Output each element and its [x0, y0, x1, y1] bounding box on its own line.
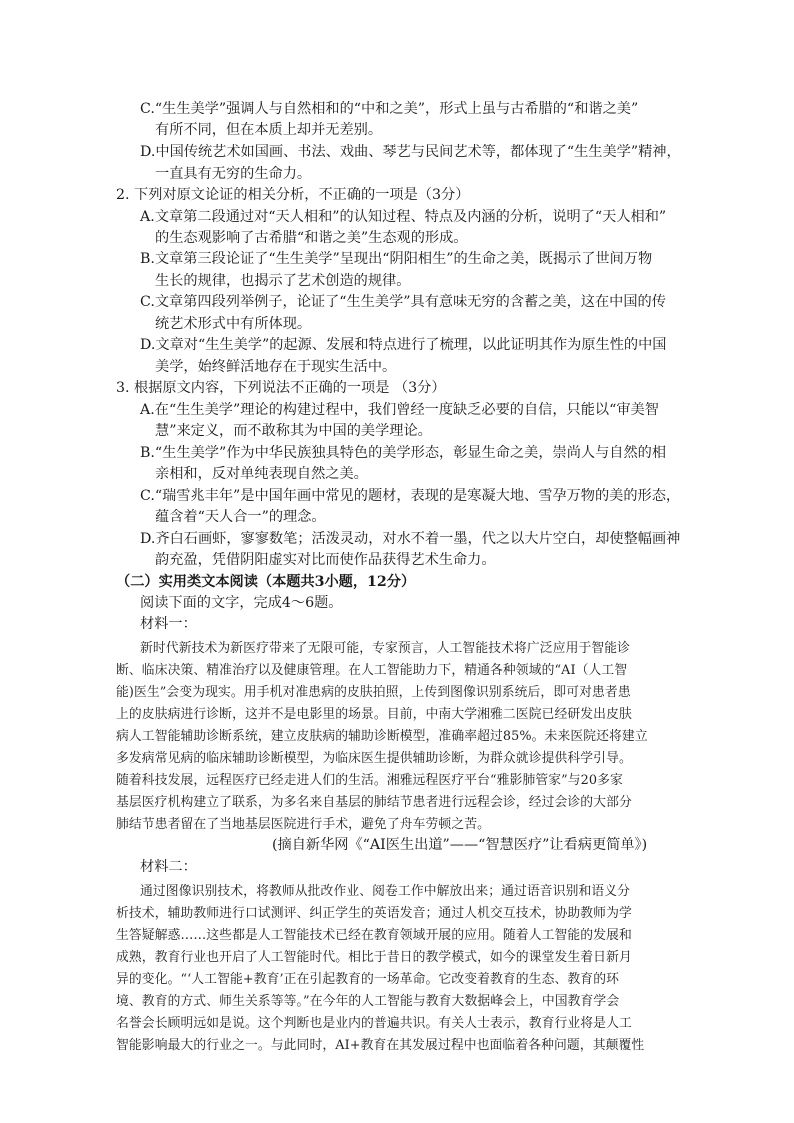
material2-label: 材料二：: [140, 859, 197, 875]
material1-line: 肺结节患者留在了当地基层医院进行手术，避免了舟车劳顿之苦。: [116, 817, 491, 832]
material2-line: 异的变化。“‘人工智能+教育’正在引起教育的一场革命。它改变着教育的生态、教育的环: [116, 972, 619, 987]
material1-line: 基层医疗机构建立了联系，为多名来自基层的肺结节患者进行远程会诊，经过会诊的大部分: [116, 795, 632, 810]
material1-label: 材料一：: [140, 616, 197, 632]
material1-source: (摘自新华网《“AI医生出道”——“智慧医疗”让看病更简单》): [272, 837, 648, 853]
material1-line: 病人工智能辅助诊断系统，建立皮肤病的辅助诊断模型，准确率超过85%。未来医院还将建立: [116, 729, 648, 744]
material2-line: 成熟，教育行业也开启了人工智能时代。相比于昔日的教学模式，如今的课堂发生着日新月: [116, 950, 632, 965]
q3-option-a-line2: 慧”来定义，而不敢称其为中国的美学理论。: [155, 423, 432, 439]
q2-option-b-line1: B.文章第三段论证了“生生美学”呈现出“阴阳相生”的生命之美，既揭示了世间万物: [140, 251, 653, 267]
q2-option-c-line2: 统艺术形式中有所体现。: [155, 316, 312, 332]
q3-option-d-line1: D.齐白石画虾，寥寥数笔；活泼灵动，对水不着一墨，代之以大片空白，却使整幅画神: [140, 531, 681, 547]
q2-option-b-line2: 生长的规律，也揭示了艺术创造的规律。: [155, 273, 411, 289]
section-instruction: 阅读下面的文字，完成4～6题。: [140, 595, 343, 611]
q2-stem: 2. 下列对原文论证的相关分析，不正确的一项是（3分）: [116, 187, 470, 203]
material1-line: 随着科技发展，远程医疗已经走进人们的生活。湘雅远程医疗平台“雅影肺管家”与20多家: [116, 773, 623, 788]
q3-stem: 3. 根据原文内容，下列说法不正确的一项是 （3分）: [116, 380, 446, 396]
q1-option-c-line2: 有所不同，但在本质上却并无差别。: [155, 122, 383, 138]
q3-option-c-line2: 蕴含着“天人合一”的理念。: [155, 509, 326, 525]
q3-option-c-line1: C.“瑞雪兆丰年”是中国年画中常见的题材，表现的是寒凝大地、雪孕万物的美的形态，: [140, 488, 681, 504]
q2-option-d-line2: 美学，始终鲜活地存在于现实生活中。: [155, 359, 397, 375]
material2-line: 名誉会长顾明远如是说。这个判断也是业内的普遍共识。有关人士表示，教育行业将是人工: [116, 1016, 632, 1031]
material2-line: 析技术，辅助教师进行口试测评、纠正学生的英语发音；通过人机交互技术，协助教师为学: [116, 906, 632, 921]
q2-option-d-line1: D.文章对“生生美学”的起源、发展和特点进行了梳理，以此证明其作为原生性的中国: [140, 337, 667, 353]
q2-option-c-line1: C.文章第四段列举例子，论证了“生生美学”具有意味无穷的含蓄之美，这在中国的传: [140, 294, 666, 310]
material1-line: 能)医生”会变为现实。用手机对准患病的皮肤拍照，上传到图像识别系统后，即可对患者患: [116, 685, 631, 700]
material1-line: 断、临床决策、精准治疗以及健康管理。在人工智能助力下，精通各种领域的“AI（人工智: [116, 663, 628, 678]
material1-line: 多发病常见病的临床辅助诊断模型，为临床医生提供辅助诊断，为群众就诊提供科学引导。: [116, 751, 632, 766]
material2-line: 生答疑解惑……这些都是人工智能技术已经在教育领域开展的应用。随着人工智能的发展和: [116, 928, 632, 943]
material1-line: 上的皮肤病进行诊断，这并不是电影里的场景。目前，中南大学湘雅二医院已经研发出皮肤: [116, 707, 632, 722]
q2-option-a-line1: A.文章第二段通过对“天人相和”的认知过程、特点及内涵的分析，说明了“天人相和”: [140, 209, 667, 225]
section-heading: （二）实用类文本阅读（本题共3小题，12分）: [116, 574, 416, 590]
q3-option-d-line2: 韵充盈，凭借阴阳虚实对比而使作品获得艺术生命力。: [155, 552, 496, 568]
q1-option-d-line1: D.中国传统艺术如国画、书法、戏曲、琴艺与民间艺术等，都体现了“生生美学”精神，: [140, 144, 681, 160]
material1-line: 新时代新技术为新医疗带来了无限可能，专家预言，人工智能技术将广泛应用于智能诊: [140, 641, 631, 656]
q1-option-c-line1: C.“生生美学”强调人与自然相和的“中和之美”，形式上虽与古希腊的“和谐之美”: [140, 101, 639, 117]
q3-option-a-line1: A.在“生生美学”理论的构建过程中，我们曾经一度缺乏必要的自信，只能以“审美智: [140, 402, 659, 418]
material2-line: 智能影响最大的行业之一。与此同时，AI+教育在其发展过程中也面临着各种问题，其颠覆性: [116, 1038, 645, 1053]
q1-option-d-line2: 一直具有无穷的生命力。: [155, 166, 312, 182]
q3-option-b-line1: B.“生生美学”作为中华民族独具特色的美学形态，彰显生命之美，崇尚人与自然的相: [140, 445, 667, 461]
q3-option-b-line2: 亲相和，反对单纯表现自然之美。: [155, 466, 368, 482]
material2-line: 通过图像识别技术，将教师从批改作业、阅卷工作中解放出来；通过语音识别和语义分: [140, 884, 631, 899]
q2-option-a-line2: 的生态观影响了古希腊“和谐之美”生态观的形成。: [155, 230, 468, 246]
material2-line: 境、教育的方式、师生关系等等。”在今年的人工智能与教育大数据峰会上，中国教育学会: [116, 994, 620, 1009]
